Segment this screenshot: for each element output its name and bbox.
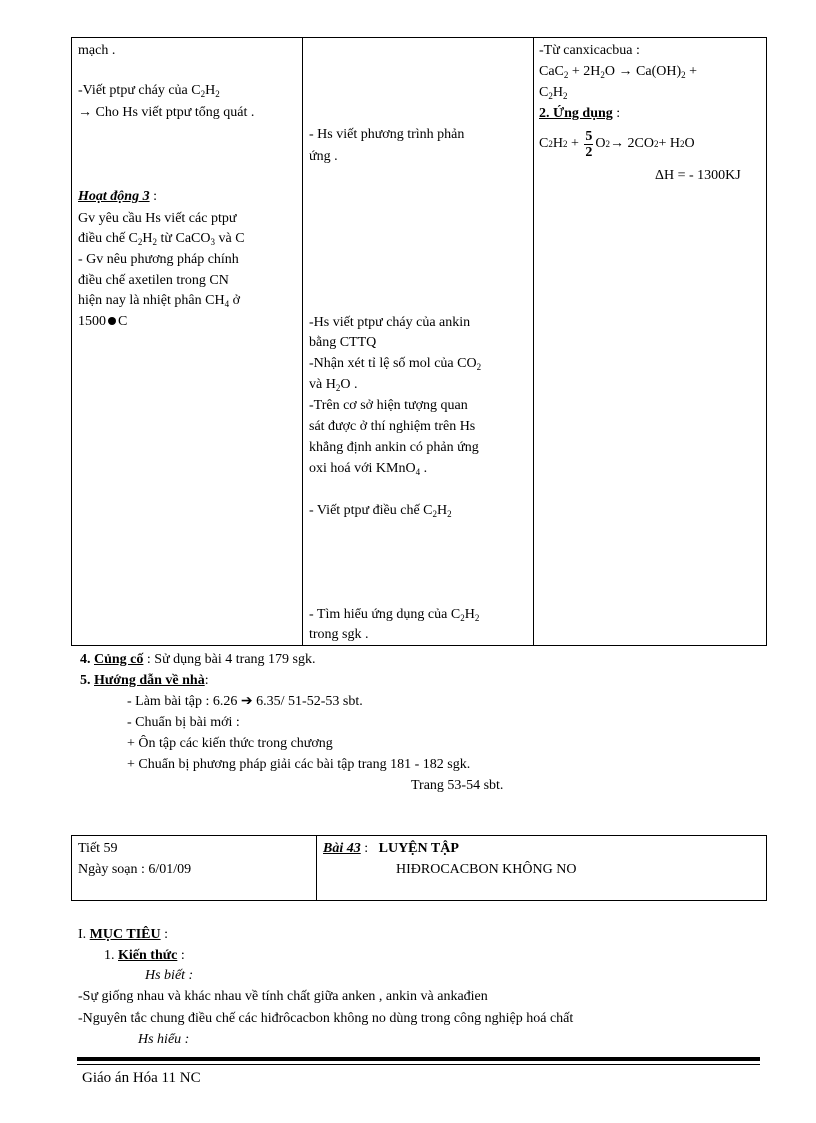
section-heading: 2. Ứng dụng : [539,106,621,121]
lesson-subtitle: HIĐROCACBON KHÔNG NO [396,862,577,877]
prepared-date: Ngày soạn : 6/01/09 [78,862,192,877]
text-line: điều chế axetilen trong CN [78,273,229,288]
lesson-title: Bài 43 : LUYỆN TẬP [323,841,459,856]
text-line: 1500 C [78,314,128,329]
degree-bullet-icon [108,317,116,325]
text-line: -Nhận xét tỉ lệ số mol của $CO_2$ [309,356,482,372]
text-line: + Chuẩn bị phương pháp giải các bài tập trang 181 - 182 sgk. [127,757,471,772]
activity-heading: Hoạt động 3 : [78,189,157,204]
text-line: -Trên cơ sở hiện tượng quan [309,398,468,413]
text-line: Hs hiểu : [138,1032,190,1047]
text-line: -Hs viết ptpư cháy của ankin [309,315,471,330]
lesson-number: Tiết 59 [78,841,118,856]
text-line: -Nguyên tắc chung điều chế các hiđrôcacbon không no dùng trong công nghiệp hoá chất [78,1011,574,1026]
text-line: điều chế $C_2H_2$ từ CaCO$_3$ và C [78,231,245,247]
text-line: khẳng định ankin có phản ứng [309,440,479,455]
subsection-heading: 1. Kiến thức : [104,948,185,963]
text-line: mạch . [78,43,116,58]
fraction-numerator: 5 [585,128,593,144]
text-line: -Sự giống nhau và khác nhau về tính chất giữa anken , ankin và ankađien [78,989,488,1004]
text-line: Trang 53-54 sbt. [411,778,504,793]
homework-heading: 5. Hướng dẫn về nhà: [80,673,209,688]
consolidation-item: 4. Củng cố : Sử dụng bài 4 trang 179 sgk. [80,652,316,667]
text-line: và $H_2O$ . [309,377,358,393]
text-line: sát được ở thí nghiệm trên Hs [309,419,476,434]
equation-line: $C_2H_2$ [539,85,568,101]
equation-line: $CaC_2 + 2H_2O \to Ca(OH)_2$ + [539,64,698,80]
text-line: bằng CTTQ [309,335,377,350]
arrow-icon: ➔ [240,694,253,709]
enthalpy-value: ΔH = - 1300KJ [655,168,741,183]
text-line: - Chuẩn bị bài mới : [127,715,240,730]
text-line: - Viết ptpư điều chế $C_2H_2$ [309,503,452,519]
text-line: ứng . [309,149,338,164]
text-line: - Tìm hiểu ứng dụng của $C_2H_2$ [309,607,480,623]
section-heading: I. MỤC TIÊU : [78,927,168,942]
text-line: + Ôn tập các kiến thức trong chương [127,736,333,751]
footer-text: Giáo án Hóa 11 NC [82,1070,201,1086]
combustion-equation: C 2 H 2 + $\frac{5}{2}$ O 2 → 2CO 2 + H 2 O [539,128,695,160]
text-line: → Cho Hs viết ptpư tổng quát . [78,105,255,120]
text-line: -Viết ptpư cháy của $C_2H_2$ [78,83,220,99]
text-line: - Hs viết phương trình phản [309,127,465,142]
text-line: Gv yêu cầu Hs viết các ptpư [78,211,237,226]
text-line: trong sgk . [309,627,369,642]
fraction-denominator: 2 [585,144,593,160]
text-line: oxi hoá với KMnO$_4$ . [309,461,428,477]
text-line: Hs biết : [145,968,194,983]
text-line: hiện nay là nhiệt phân $CH_4$ ở [78,293,240,309]
text-line: -Từ canxicacbua : [539,43,640,58]
text-line: - Làm bài tập : 6.26 ➔ 6.35/ 51-52-53 sbt. [127,694,363,709]
text-line: - Gv nêu phương pháp chính [78,252,239,267]
